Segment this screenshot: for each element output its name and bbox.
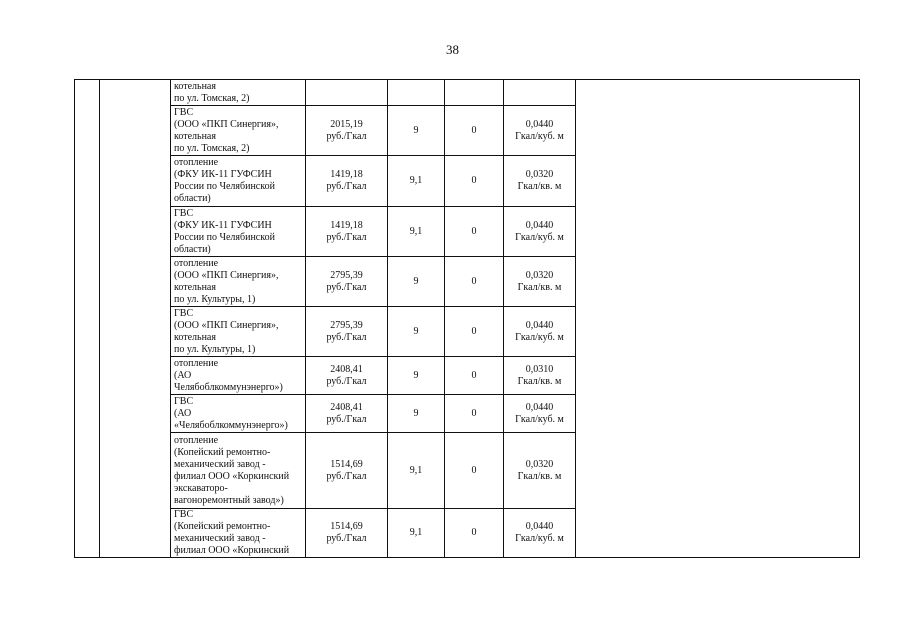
value1-cell: 9,1 <box>388 433 445 509</box>
consumer-name-line: (Копейский ремонтно- <box>174 521 271 532</box>
consumer-name-line: по ул. Томская, 2) <box>174 142 250 154</box>
value2-cell: 0 <box>445 357 504 395</box>
tariff-price-line: 2408,41 <box>330 401 363 413</box>
value2-cell: 0 <box>445 307 504 357</box>
consumer-name-cell <box>171 80 306 106</box>
norm-cell <box>504 395 576 433</box>
norm-line: 0,0440 <box>525 401 554 413</box>
norm-line: Гкал/кв. м <box>517 181 562 192</box>
tariff-price-line: 1514,69 <box>330 521 363 532</box>
consumer-name-line: котельная <box>174 331 216 343</box>
consumer-name-cell <box>171 395 306 433</box>
consumer-name-line: России по Челябинской <box>174 181 275 192</box>
consumer-name-line: отопление <box>174 257 219 269</box>
consumer-name-line: ГВС <box>174 307 194 319</box>
norm-cell <box>504 307 576 357</box>
norm-line: Гкал/кв. м <box>517 281 562 293</box>
norm-cell <box>504 257 576 307</box>
tariff-price-cell <box>306 307 388 357</box>
page-number: 38 <box>446 42 459 57</box>
tariff-price-line: руб./Гкал <box>326 281 367 293</box>
consumer-name-line: отопление <box>174 357 219 369</box>
value1-cell: 9,1 <box>388 207 445 257</box>
consumer-name-line: Челябоблкоммунэнерго») <box>174 381 283 393</box>
consumer-name-line: области) <box>174 193 211 204</box>
consumer-name-line: экскаваторо- <box>174 482 228 494</box>
blank-cell-1 <box>75 80 100 558</box>
norm-cell <box>504 433 576 509</box>
consumer-name-line: (АО <box>174 407 192 419</box>
consumer-name-cell <box>171 156 306 207</box>
norm-line: 0,0440 <box>525 219 554 231</box>
value2-cell: 0 <box>445 207 504 257</box>
tariff-price-line: 2795,39 <box>330 319 363 331</box>
value1-cell: 9,1 <box>388 156 445 207</box>
norm-line: Гкал/куб. м <box>515 533 564 544</box>
tariff-price-cell <box>306 509 388 558</box>
blank-cell-2 <box>100 80 171 558</box>
consumer-name-line: котельная <box>174 80 216 92</box>
tariff-table <box>74 79 860 558</box>
tariff-price-cell <box>306 357 388 395</box>
tariff-price-line: 1514,69 <box>330 458 363 470</box>
norm-line: 0,0320 <box>525 269 554 281</box>
consumer-name-line: ГВС <box>174 106 194 118</box>
tariff-price-cell <box>306 395 388 433</box>
consumer-name-line: котельная <box>174 281 216 293</box>
consumer-name-line: (ФКУ ИК-11 ГУФСИН <box>174 169 272 180</box>
consumer-name-cell <box>171 307 306 357</box>
tariff-price-line: 2795,39 <box>330 269 363 281</box>
norm-line: Гкал/куб. м <box>515 413 564 425</box>
tariff-price-line: руб./Гкал <box>326 231 367 243</box>
norm-cell <box>504 156 576 207</box>
tariff-price-line: руб./Гкал <box>326 130 367 142</box>
value2-cell: 0 <box>445 257 504 307</box>
consumer-name-line: отопление <box>174 434 219 446</box>
value1-cell: 9 <box>388 357 445 395</box>
value1-cell: 9 <box>388 106 445 156</box>
consumer-name-line: (Копейский ремонтно- <box>174 446 271 458</box>
norm-cell <box>504 357 576 395</box>
consumer-name-line: котельная <box>174 130 216 142</box>
consumer-name-line: ГВС <box>174 509 194 520</box>
consumer-name-line: отопление <box>174 157 219 168</box>
norm-cell <box>504 80 576 106</box>
norm-line: Гкал/кв. м <box>517 470 562 482</box>
tariff-price-cell <box>306 156 388 207</box>
value1-cell: 9 <box>388 307 445 357</box>
consumer-name-line: механический завод - <box>174 533 266 544</box>
norm-line: Гкал/куб. м <box>515 130 564 142</box>
tariff-price-line: 2408,41 <box>330 363 363 375</box>
tariff-price-cell <box>306 106 388 156</box>
consumer-name-cell <box>171 257 306 307</box>
norm-cell <box>504 207 576 257</box>
tariff-price-cell <box>306 80 388 106</box>
value1-cell <box>388 80 445 106</box>
table-row <box>75 80 860 106</box>
value2-cell: 0 <box>445 156 504 207</box>
tariff-price-cell <box>306 257 388 307</box>
tariff-price-line: руб./Гкал <box>326 375 367 387</box>
norm-line: 0,0440 <box>525 521 554 532</box>
consumer-name-line: филиал ООО «Коркинский <box>174 545 290 556</box>
consumer-name-line: по ул. Томская, 2) <box>174 92 250 104</box>
consumer-name-line: ГВС <box>174 395 194 407</box>
tariff-price-line: руб./Гкал <box>326 533 367 544</box>
norm-line: 0,0320 <box>525 458 554 470</box>
consumer-name-line: вагоноремонтный завод») <box>174 494 284 506</box>
blank-cell-wide <box>576 80 860 558</box>
consumer-name-line: (ООО «ПКП Синергия», <box>174 269 279 281</box>
norm-line: 0,0310 <box>525 363 554 375</box>
tariff-price-line: руб./Гкал <box>326 181 367 192</box>
value1-cell: 9,1 <box>388 509 445 558</box>
norm-line: 0,0440 <box>525 118 554 130</box>
consumer-name-line: (АО <box>174 369 192 381</box>
tariff-price-line: 2015,19 <box>330 118 363 130</box>
consumer-name-cell <box>171 106 306 156</box>
value2-cell <box>445 80 504 106</box>
value2-cell: 0 <box>445 395 504 433</box>
tariff-price-line: 1419,18 <box>330 219 363 231</box>
tariff-price-line: руб./Гкал <box>326 413 367 425</box>
consumer-name-cell <box>171 509 306 558</box>
norm-line: Гкал/кв. м <box>517 375 562 387</box>
value1-cell: 9 <box>388 257 445 307</box>
norm-cell <box>504 509 576 558</box>
tariff-price-line: руб./Гкал <box>326 470 367 482</box>
consumer-name-cell <box>171 357 306 395</box>
tariff-price-line: руб./Гкал <box>326 331 367 343</box>
consumer-name-line: (ООО «ПКП Синергия», <box>174 118 279 130</box>
consumer-name-line: «Челябоблкоммунэнерго») <box>174 419 288 431</box>
consumer-name-line: области) <box>174 243 211 255</box>
value1-cell: 9 <box>388 395 445 433</box>
consumer-name-line: (ФКУ ИК-11 ГУФСИН <box>174 219 272 231</box>
consumer-name-line: механический завод - <box>174 458 266 470</box>
tariff-price-line: 1419,18 <box>330 169 363 180</box>
norm-line: 0,0440 <box>525 319 554 331</box>
norm-cell <box>504 106 576 156</box>
consumer-name-line: (ООО «ПКП Синергия», <box>174 319 279 331</box>
tariff-price-cell <box>306 433 388 509</box>
consumer-name-line: России по Челябинской <box>174 231 275 243</box>
consumer-name-line: филиал ООО «Коркинский <box>174 470 290 482</box>
norm-line: Гкал/куб. м <box>515 231 564 243</box>
tariff-price-cell <box>306 207 388 257</box>
value2-cell: 0 <box>445 433 504 509</box>
consumer-name-cell <box>171 207 306 257</box>
consumer-name-line: по ул. Культуры, 1) <box>174 343 256 355</box>
consumer-name-line: по ул. Культуры, 1) <box>174 293 256 305</box>
consumer-name-cell <box>171 433 306 509</box>
norm-line: Гкал/куб. м <box>515 331 564 343</box>
value2-cell: 0 <box>445 509 504 558</box>
value2-cell: 0 <box>445 106 504 156</box>
consumer-name-line: ГВС <box>174 207 194 219</box>
table-body <box>75 80 860 558</box>
norm-line: 0,0320 <box>525 169 554 180</box>
